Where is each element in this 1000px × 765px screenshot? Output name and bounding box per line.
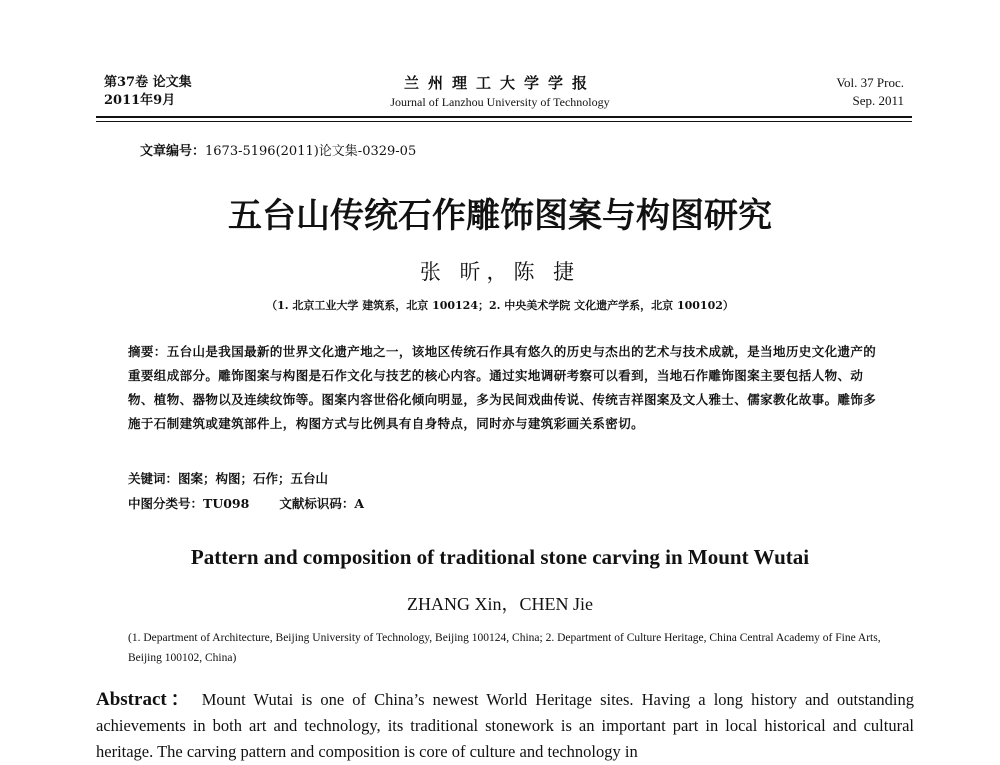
classification [128, 494, 364, 512]
issue-date-cn: 2011年9月 [104, 93, 176, 108]
keywords-cn-label: 关键词： [128, 471, 179, 486]
abstract-cn-label: 摘要： [128, 344, 167, 359]
abstract-cn [128, 340, 880, 436]
authors-cn: 张 昕，陈 捷 [419, 260, 581, 284]
header-rule-thin [96, 121, 912, 122]
abstract-en [96, 687, 914, 765]
volume-issue: 第37卷 论文集 [104, 75, 192, 90]
article-number [140, 140, 416, 159]
article-number-value: 1673-5196(2011)论文集-0329-05 [205, 144, 417, 159]
journal-name-cn: 兰州理工大学学报 [403, 74, 596, 92]
article-number-label: 文章编号： [140, 144, 206, 159]
affiliation-en: (1. Department of Architecture, Beijing University of Technology, Beijing 100124, China; 2. Department of Culture Heritage, China Central Academy of Fine Arts, Beijing 100102, China) [128, 632, 881, 664]
doc-code-label: 文献标识码： [279, 496, 355, 511]
clc-label: 中图分类号： [128, 496, 204, 511]
title-en: Pattern and composition of traditional stone carving in Mount Wutai [190, 545, 810, 569]
doc-code-value: A [354, 496, 365, 511]
abstract-en-text: Mount Wutai is one of China’s newest World Heritage sites. Having a long history and outstanding achievements in both art and technology, its traditional stonework is an important part in local historical and cultural heritage. The carving pattern and composition is core of culture and technology in [96, 690, 914, 761]
abstract-cn-text: 五台山是我国最新的世界文化遗产地之一，该地区传统石作具有悠久的历史与杰出的艺术与技术成就，是当地历史文化遗产的重要组成部分。雕饰图案与构图是石作文化与技艺的核心内容。通过实地调研考察可以看到，当地石作雕饰图案主要包括人物、动物、植物、器物以及连续纹饰等。图案内容世俗化倾向明显，多为民间戏曲传说、传统吉祥图案及文人雅士、儒家教化故事。雕饰多施于石制建筑或建筑部件上，构图方式与比例具有自身特点，同时亦与建筑彩画关系密切。 [128, 344, 877, 431]
keywords-cn-text: 图案；构图；石作；五台山 [178, 471, 329, 486]
abstract-en-label: Abstract： [96, 689, 194, 710]
header-rule-thick [96, 116, 912, 118]
volume-proc: Vol. 37 Proc. [836, 75, 904, 90]
title-cn: 五台山传统石作雕饰图案与构图研究 [228, 196, 772, 236]
affiliation-cn: （1. 北京工业大学 建筑系，北京 100124；2. 中央美术学院 文化遗产学系，北京 100102） [266, 299, 734, 312]
clc-value: TU098 [203, 496, 250, 511]
journal-volume-info-en [836, 74, 904, 110]
keywords-cn [128, 469, 328, 487]
authors-en: ZHANG Xin，CHEN Jie [407, 594, 593, 614]
journal-name-en: Journal of Lanzhou University of Technology [390, 95, 610, 109]
issue-date-en: Sep. 2011 [852, 93, 904, 108]
